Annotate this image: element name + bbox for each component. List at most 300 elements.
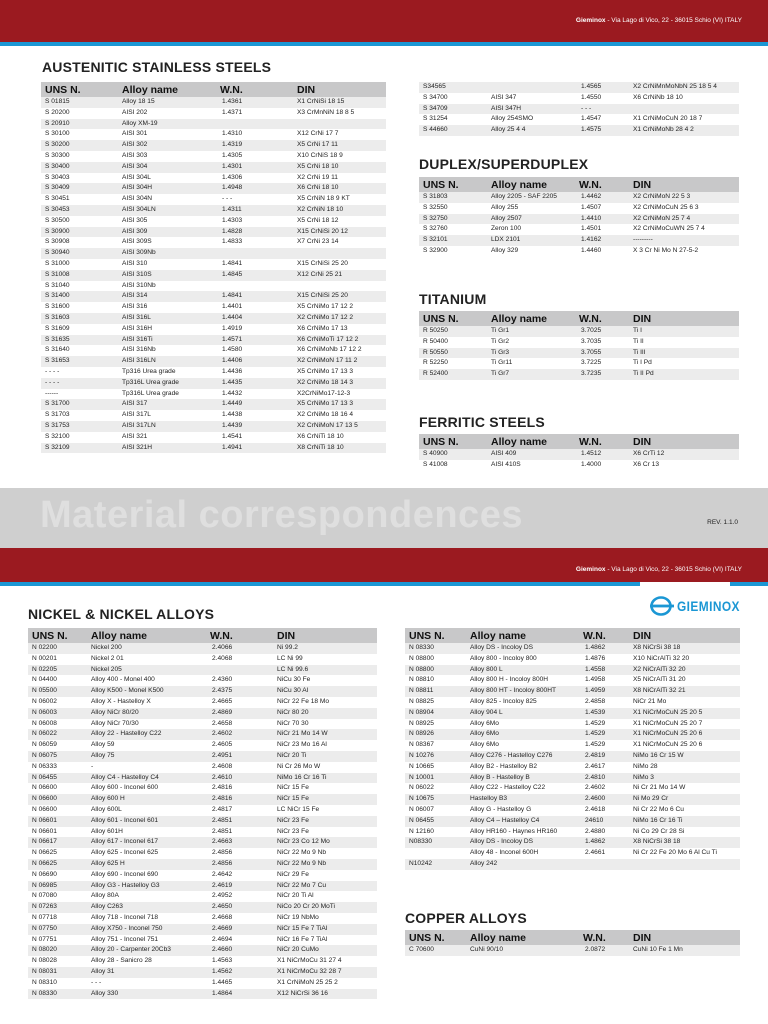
wn-cell: 2.4658 [206,719,273,730]
table-row [28,870,377,881]
uns-cell: N 02200 [28,643,87,654]
alloy-name-cell: Alloy 6Mo [466,740,579,751]
wn-cell: 2.4360 [206,675,273,686]
alloy-name-header: Alloy name [487,434,575,449]
uns-cell: N 06455 [28,773,87,784]
table-row [28,665,377,676]
table-row [41,399,386,410]
din-cell: Ti II Pd [629,369,739,380]
uns-cell: N 06625 [28,859,87,870]
alloy-name-cell: Alloy 242 [466,859,579,870]
uns-cell: S 31653 [41,356,118,367]
uns-cell: N 06455 [405,816,466,827]
alloy-name-cell: AISI 302 [118,140,216,151]
table-row [419,326,739,337]
din-cell: X2 CrNiN 18 10 [293,205,386,216]
wn-cell: 1.4301 [216,162,293,173]
table-row [28,967,377,978]
table-row [419,460,739,471]
duplex-table [419,177,739,257]
wn-cell: 2.4665 [206,697,273,708]
table-row [405,762,740,773]
alloy-name-cell: AISI 316Ti [118,335,216,346]
wn-cell: 2.4605 [206,740,273,751]
uns-cell: S 31803 [419,192,487,203]
table-row [419,93,739,104]
uns-cell: N 08020 [28,945,87,956]
table-header-row [41,82,386,97]
uns-cell: S 31040 [41,281,118,292]
wn-header: W.N. [575,177,629,192]
uns-cell: N 08825 [405,697,466,708]
wn-cell: 2.4817 [206,805,273,816]
alloy-name-cell: Alloy 330 [87,989,206,1000]
table-row [28,697,377,708]
alloy-name-cell: Alloy 904 L [466,708,579,719]
alloy-name-cell: Alloy 601H [87,827,206,838]
wn-cell: 1.4845 [216,270,293,281]
alloy-name-cell: Nickel 2 01 [87,654,206,665]
alloy-name-cell: AISI 301 [118,129,216,140]
wn-cell: 2.4619 [206,881,273,892]
uns-cell: N 06007 [405,805,466,816]
alloy-name-header: Alloy name [118,82,216,97]
wn-cell: 2.4851 [206,827,273,838]
uns-cell: C 70600 [405,945,466,956]
alloy-name-cell: Alloy B - Hastelloy B [466,773,579,784]
uns-cell: S 30100 [41,129,118,140]
alloy-name-cell: Alloy NiCr 70/30 [87,719,206,730]
table-row [28,989,377,1000]
uns-cell: R 52400 [419,369,487,380]
din-cell: X7 CrNi 23 14 [293,237,386,248]
table-row [41,356,386,367]
uns-cell: N 10665 [405,762,466,773]
din-cell: Ti II [629,337,739,348]
wn-cell [579,859,629,870]
table-row [405,708,740,719]
din-cell: X5 CrNiMo 17 13 3 [293,399,386,410]
alloy-name-header: Alloy name [487,311,575,326]
wn-cell: 1.4436 [216,367,293,378]
din-cell: Ni Cr 22 Mo 6 Cu [629,805,740,816]
din-cell: LC NiCr 15 Fe [273,805,377,816]
alloy-name-cell: AISI 410S [487,460,575,471]
table-row [419,203,739,214]
wn-cell: 1.4948 [216,183,293,194]
uns-cell: S 34700 [419,93,487,104]
table-row [41,378,386,389]
alloy-name-cell: Ti Gr7 [487,369,575,380]
uns-cell: S 01815 [41,97,118,108]
alloy-name-cell: Alloy 625 H [87,859,206,870]
din-cell: NiCr 20 CuMo [273,945,377,956]
uns-cell: S 30908 [41,237,118,248]
uns-cell: S 31703 [41,410,118,421]
uns-cell: N 06601 [28,827,87,838]
uns-header: UNS N. [419,311,487,326]
wn-cell: 1.4462 [575,192,629,203]
alloy-name-cell: Alloy G - Hastelloy G [466,805,579,816]
uns-cell: N 07080 [28,891,87,902]
wn-cell: 2.4068 [206,654,273,665]
titanium-title: TITANIUM [419,291,487,307]
alloy-name-cell: AISI 304H [118,183,216,194]
table-row [28,762,377,773]
table-row [41,194,386,205]
uns-cell: S 30453 [41,205,118,216]
table-row [419,348,739,359]
alloy-name-cell: Alloy 75 [87,751,206,762]
din-cell: Ti I Pd [629,358,739,369]
table-row [28,859,377,870]
wn-cell: 2.4694 [206,935,273,946]
alloy-name-cell: Nickel 205 [87,665,206,676]
table-row [28,935,377,946]
din-cell: X2 CrNiMnMoNbN 25 18 5 4 [629,82,739,93]
wn-header: W.N. [579,930,629,945]
din-cell: X6 CrNiMoNb 17 12 2 [293,345,386,356]
uns-cell: N 02205 [28,665,87,676]
din-cell: NiCr 23 Co 12 Mo [273,837,377,848]
din-cell: NiCu 30 Al [273,686,377,697]
wn-cell: 2.4869 [206,708,273,719]
top-accent-line [0,42,768,46]
uns-cell: S 31008 [41,270,118,281]
table-row [28,837,377,848]
company-name-2: Gieminox [575,566,606,573]
uns-cell: ------ [41,389,118,400]
alloy-name-cell: AISI 304LN [118,205,216,216]
uns-cell: N 08031 [28,967,87,978]
alloy-name-cell: Alloy 2507 [487,214,575,225]
alloy-name-cell: - - - [87,978,206,989]
din-cell: NiCr 22 Mo 9 Nb [273,859,377,870]
uns-cell: S 44660 [419,125,487,136]
alloy-name-cell: Alloy 48 - Inconel 600H [466,848,579,859]
company-name: Gieminox [575,17,606,24]
din-cell: Ti I [629,326,739,337]
din-cell: X5 CrNi 17 11 [293,140,386,151]
wn-cell: 1.4562 [206,967,273,978]
alloy-name-cell: Alloy 690 - Inconel 690 [87,870,206,881]
table-row [41,367,386,378]
alloy-name-cell: Zeron 100 [487,224,575,235]
din-cell: LC Ni 99.6 [273,665,377,676]
din-cell: X6 CrNiMo 17 13 [293,324,386,335]
alloy-name-cell: Alloy 20 - Carpenter 20Cb3 [87,945,206,956]
alloy-name-cell: AISI 316H [118,324,216,335]
wn-cell: 1.4529 [579,740,629,751]
alloy-name-cell: AISI 303 [118,151,216,162]
alloy-name-cell: AISI 304N [118,194,216,205]
din-cell: X1 NiCrMoCuN 25 20 5 [629,708,740,719]
din-cell: X8 NiCrAlTi 32 21 [629,686,740,697]
copper-table [405,930,740,956]
alloy-name-cell: Ti Gr11 [487,358,575,369]
wn-cell: 1.4404 [216,313,293,324]
uns-cell: N 08926 [405,729,466,740]
company-address [576,17,742,24]
table-row [405,643,740,654]
wn-cell: 2.4816 [206,783,273,794]
alloy-name-cell: Alloy C4 - Hastelloy C4 [87,773,206,784]
uns-cell: S 30451 [41,194,118,205]
table-row [41,140,386,151]
table-row [41,345,386,356]
din-cell: X12 CrNi 25 21 [293,270,386,281]
table-row [405,740,740,751]
table-row [419,235,739,246]
wn-cell: 1.4311 [216,205,293,216]
uns-cell: S 31640 [41,345,118,356]
alloy-name-cell: Alloy 6Mo [466,719,579,730]
din-cell: X1 CrNiMoCuN 20 18 7 [629,114,739,125]
table-row [28,902,377,913]
din-cell: X15 CrNiSi 25 20 [293,291,386,302]
wn-cell: 1.4547 [575,114,629,125]
austenitic-table [41,82,386,453]
wn-cell: 1.4833 [216,237,293,248]
uns-cell: S 30200 [41,140,118,151]
alloy-name-header: Alloy name [466,628,579,643]
wn-cell: 1.4529 [579,729,629,740]
din-cell: X10 CrNiS 18 9 [293,151,386,162]
wn-cell: 2.0872 [579,945,629,956]
table-row [28,945,377,956]
din-cell: X8 CrNiTi 18 10 [293,443,386,454]
alloy-name-header: Alloy name [87,628,206,643]
uns-cell: N 08367 [405,740,466,751]
uns-cell: N 08330 [28,989,87,1000]
wn-cell: 1.4580 [216,345,293,356]
alloy-name-cell: Tp316L Urea grade [118,389,216,400]
table-row [41,302,386,313]
alloy-name-cell: AISI 310S [118,270,216,281]
wn-cell: 2.4856 [206,859,273,870]
wn-cell [216,281,293,292]
wn-cell: 1.4401 [216,302,293,313]
din-cell: NiCr 15 Fe [273,794,377,805]
wn-cell: 2.4810 [579,773,629,784]
din-header: DIN [629,930,740,945]
wn-cell: 2.4669 [206,924,273,935]
wn-cell: 2.4375 [206,686,273,697]
din-cell: NiCr 15 Fe 7 TiAl [273,924,377,935]
wn-cell: 2.4663 [206,837,273,848]
alloy-name-cell: Alloy 800 L [466,665,579,676]
wn-cell: 1.4406 [216,356,293,367]
alloy-name-cell: Alloy 600L [87,805,206,816]
gieminox-logo-icon [650,596,674,616]
table-row [41,237,386,248]
table-row [419,214,739,225]
alloy-name-cell: LDX 2101 [487,235,575,246]
alloy-name-cell: AISI 309Nb [118,248,216,259]
wn-cell: 1.4876 [579,654,629,665]
uns-cell: N 07718 [28,913,87,924]
uns-cell: N 10675 [405,794,466,805]
din-cell [629,859,740,870]
alloy-name-cell: Alloy 28 - Sanicro 28 [87,956,206,967]
table-row [41,97,386,108]
din-cell: NiCo 20 Cr 20 MoTi [273,902,377,913]
wn-cell: 2.4602 [206,729,273,740]
uns-cell: N 06601 [28,816,87,827]
table-row [41,151,386,162]
alloy-name-cell: Alloy 617 - Inconel 617 [87,837,206,848]
uns-cell: N 06600 [28,805,87,816]
din-cell: X2 CrNiMo 18 14 3 [293,378,386,389]
alloy-name-cell: AISI 316 [118,302,216,313]
uns-cell: S 32109 [41,443,118,454]
uns-cell: S 41008 [419,460,487,471]
uns-header: UNS N. [419,177,487,192]
duplex-title: DUPLEX/SUPERDUPLEX [419,156,589,172]
uns-cell: N 07263 [28,902,87,913]
table-row [405,697,740,708]
uns-cell: - - - - [41,367,118,378]
wn-cell: 1.4862 [579,837,629,848]
alloy-name-cell [487,82,575,93]
uns-cell: S 31700 [41,399,118,410]
din-cell: X1 NiCrMoCu 32 28 7 [273,967,377,978]
din-cell: X1 CrNiSi 18 15 [293,97,386,108]
uns-cell: N 08810 [405,675,466,686]
wn-cell: 1.4941 [216,443,293,454]
uns-cell: R 52250 [419,358,487,369]
uns-cell: N 04400 [28,675,87,686]
uns-cell: S 32750 [419,214,487,225]
uns-cell: S 32101 [419,235,487,246]
uns-cell: N10242 [405,859,466,870]
din-cell [629,104,739,115]
alloy-name-cell: CuNi 90/10 [466,945,579,956]
wn-cell: 3.7225 [575,358,629,369]
alloy-name-cell: Tp316L Urea grade [118,378,216,389]
uns-cell: N 06075 [28,751,87,762]
uns-cell: N 06003 [28,708,87,719]
uns-cell: N 08800 [405,665,466,676]
table-row [41,119,386,130]
wn-cell [216,119,293,130]
table-header-row [419,177,739,192]
din-header: DIN [273,628,377,643]
alloy-name-cell: AISI 304 [118,162,216,173]
table-row [419,114,739,125]
wn-cell: 1.4361 [216,97,293,108]
company-address-2 [576,566,742,573]
table-row [405,654,740,665]
wn-cell: 1.4541 [216,432,293,443]
din-cell: X5 CrNi 18 12 [293,216,386,227]
table-row [41,291,386,302]
din-cell: NiCr 80 20 [273,708,377,719]
wn-cell: 1.4529 [579,719,629,730]
uns-cell: S 31600 [41,302,118,313]
uns-cell: S 31753 [41,421,118,432]
din-cell: Ni 99.2 [273,643,377,654]
wn-cell: 2.4066 [206,643,273,654]
table-row [405,945,740,956]
alloy-name-cell: Alloy DS - Incoloy DS [466,643,579,654]
uns-cell: - - - - [41,378,118,389]
table-row [41,129,386,140]
table-row [405,751,740,762]
uns-cell: N 07751 [28,935,87,946]
wn-cell: 1.4841 [216,259,293,270]
wn-header: W.N. [579,628,629,643]
uns-cell: N 06002 [28,697,87,708]
copper-title: COPPER ALLOYS [405,910,527,926]
din-cell: X1 NiCrMoCuN 25 20 6 [629,740,740,751]
din-cell: X2 CrNi 19 11 [293,173,386,184]
alloy-name-cell: Alloy X750 - Inconel 750 [87,924,206,935]
uns-cell: S 32760 [419,224,487,235]
wn-cell: 1.4565 [575,82,629,93]
alloy-name-cell: Alloy 800 - Incoloy 800 [466,654,579,665]
din-cell: NiCr 22 Mo 9 Nb [273,848,377,859]
wn-header: W.N. [206,628,273,643]
table-row [41,443,386,454]
nickel-continued-table [405,628,740,870]
din-cell: X12 NiCrSi 36 16 [273,989,377,1000]
uns-cell: N 08330 [405,643,466,654]
din-cell: X1 NiCrMoCuN 25 20 6 [629,729,740,740]
table-row [41,313,386,324]
wn-cell: 1.4432 [216,389,293,400]
wn-cell: 1.4319 [216,140,293,151]
uns-header: UNS N. [405,930,466,945]
table-row [405,665,740,676]
uns-cell: S 30400 [41,162,118,173]
table-row [28,675,377,686]
uns-cell: N 08904 [405,708,466,719]
din-header: DIN [629,311,739,326]
table-row [28,783,377,794]
table-header-row [419,434,739,449]
uns-cell: N 06690 [28,870,87,881]
wn-cell: 2.4819 [579,751,629,762]
alloy-name-cell: Alloy HR160 - Haynes HR160 [466,827,579,838]
table-row [41,183,386,194]
wn-cell: 3.7025 [575,326,629,337]
alloy-name-cell: Alloy 18 15 [118,97,216,108]
din-cell: NiCr 22 Mo 7 Cu [273,881,377,892]
din-cell: X2 NiCrAlTi 32 20 [629,665,740,676]
din-header: DIN [629,434,739,449]
wn-cell: 1.4507 [575,203,629,214]
wn-cell: 2.4618 [579,805,629,816]
wn-cell: 1.4371 [216,108,293,119]
table-row [41,248,386,259]
uns-cell: N 06059 [28,740,87,751]
table-row [41,227,386,238]
uns-cell: S 31635 [41,335,118,346]
wn-cell: 1.4305 [216,151,293,162]
wn-cell: - - - [575,104,629,115]
table-row [419,449,739,460]
alloy-name-cell: AISI 317L [118,410,216,421]
address-text: - Via Lago di Vico, 22 - 36015 Schio (VI) ITALY [605,17,742,24]
wn-cell: 3.7035 [575,337,629,348]
table-row [405,816,740,827]
alloy-name-cell: Alloy 329 [487,246,575,257]
alloy-name-cell: AISI 321H [118,443,216,454]
wn-cell: 1.4558 [579,665,629,676]
din-cell: X8 NiCrSi 38 18 [629,837,740,848]
alloy-name-cell: AISI 309S [118,237,216,248]
